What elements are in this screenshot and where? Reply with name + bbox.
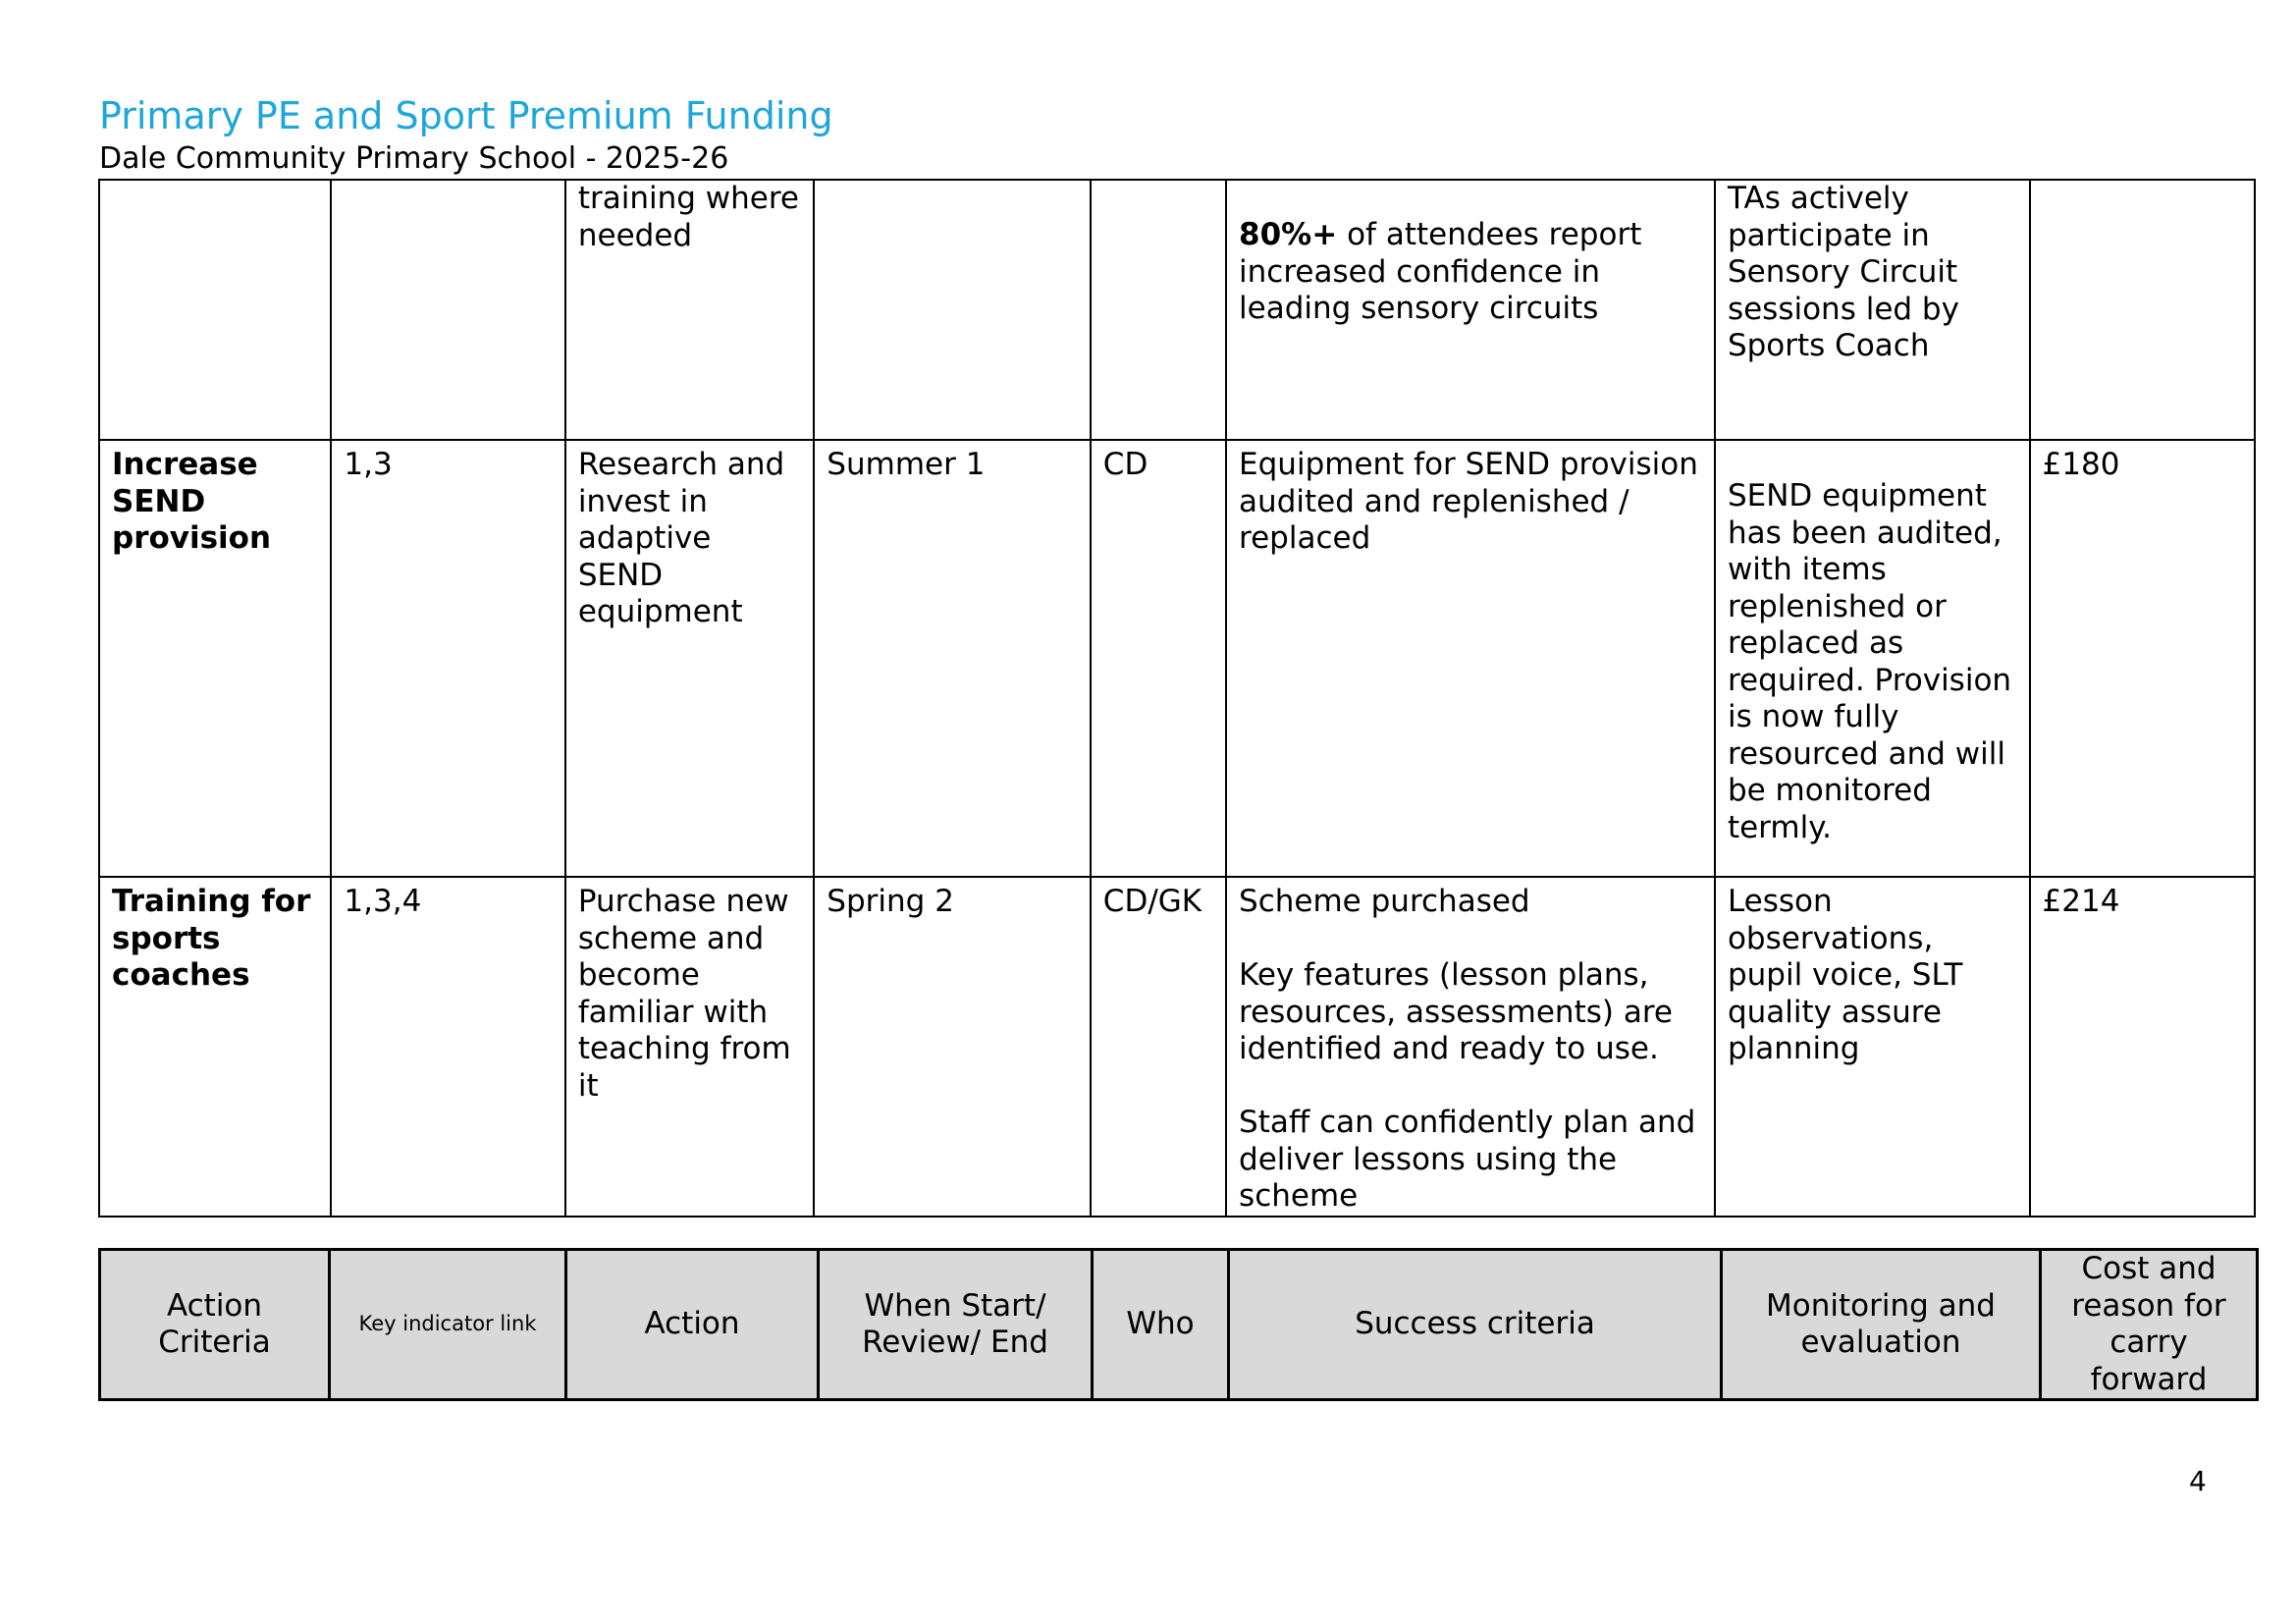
- criteria-cell: Training for sports coaches: [99, 877, 331, 1217]
- cost-cell: [2030, 180, 2255, 440]
- header-action: Action: [566, 1250, 819, 1400]
- who-cell: [1091, 180, 1226, 440]
- monitoring-cell: Lesson observations, pupil voice, SLT quality assure planning: [1715, 877, 2030, 1217]
- header-cost: Cost and reason for carry forward: [2041, 1250, 2258, 1400]
- cost-cell: £180: [2030, 440, 2255, 877]
- table-row: [99, 877, 2255, 1217]
- monitoring-cell: TAs actively participate in Sensory Circuit sessions led by Sports Coach: [1715, 180, 2030, 440]
- key-indicator-cell: 1,3: [331, 440, 564, 877]
- criteria-cell: Increase SEND provision: [99, 440, 331, 877]
- cost-cell: £214: [2030, 877, 2255, 1217]
- monitoring-cell: SEND equipment has been audited, with items replenished or replaced as required. Provision is now fully resourced and will be monitored termly.: [1715, 440, 2030, 877]
- success-line: Key features (lesson plans, resources, assessments) are identified and ready to use.: [1239, 957, 1673, 1066]
- action-cell: Purchase new scheme and become familiar with teaching from it: [565, 877, 814, 1217]
- success-line: Scheme purchased: [1239, 884, 1530, 919]
- when-cell: Spring 2: [814, 877, 1091, 1217]
- key-indicator-cell: [331, 180, 564, 440]
- when-cell: [814, 180, 1091, 440]
- success-text: of attendees report increased confidence in leading sensory circuits: [1239, 217, 1642, 326]
- header-who: Who: [1093, 1250, 1229, 1400]
- success-cell: Equipment for SEND provision audited and replenished / replaced: [1226, 440, 1715, 877]
- document-title: Primary PE and Sport Premium Funding: [99, 94, 833, 137]
- page-number: 4: [2189, 1465, 2207, 1497]
- header-success-criteria: Success criteria: [1229, 1250, 1722, 1400]
- who-cell: CD: [1091, 440, 1226, 877]
- when-cell: Summer 1: [814, 440, 1091, 877]
- success-highlight: 80%+: [1239, 217, 1338, 252]
- header-key-indicator: Key indicator link: [330, 1250, 566, 1400]
- criteria-cell: [99, 180, 331, 440]
- header-monitoring: Monitoring and evaluation: [1722, 1250, 2041, 1400]
- success-cell: [1226, 180, 1715, 440]
- who-cell: CD/GK: [1091, 877, 1226, 1217]
- table-row: [99, 440, 2255, 877]
- success-cell: [1226, 877, 1715, 1217]
- success-line: Staff can confidently plan and deliver lessons using the scheme: [1239, 1105, 1696, 1214]
- table-row: [99, 180, 2255, 440]
- funding-plan-table: [98, 179, 2256, 1218]
- header-when: When Start/ Review/ End: [819, 1250, 1093, 1400]
- column-header-table: [98, 1248, 2259, 1401]
- action-cell: training where needed: [565, 180, 814, 440]
- key-indicator-cell: 1,3,4: [331, 877, 564, 1217]
- document-subtitle: Dale Community Primary School - 2025-26: [99, 141, 729, 176]
- header-row: [100, 1250, 2258, 1400]
- header-action-criteria: Action Criteria: [100, 1250, 330, 1400]
- action-cell: Research and invest in adaptive SEND equipment: [565, 440, 814, 877]
